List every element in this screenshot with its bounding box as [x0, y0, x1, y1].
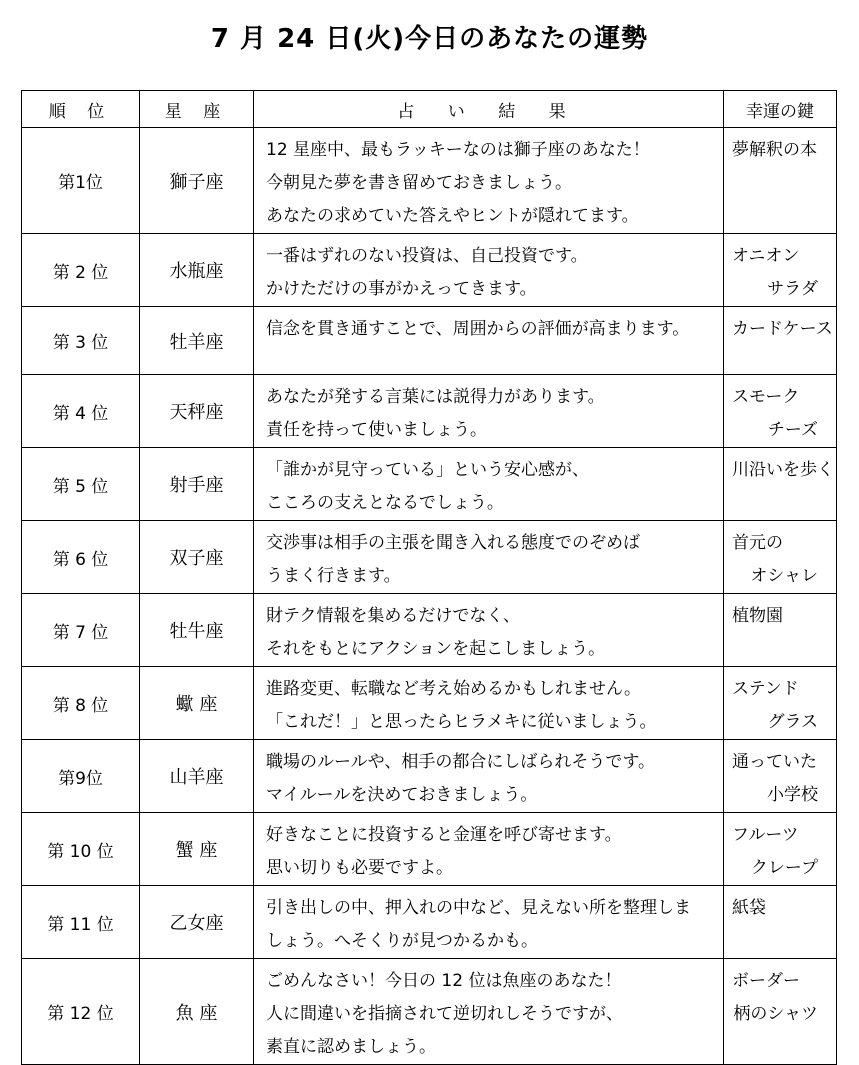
rank-cell: 第 11 位	[22, 886, 140, 959]
result-cell	[254, 813, 724, 886]
result-cell	[254, 521, 724, 594]
result-line: 責任を持って使いましょう。	[266, 420, 487, 440]
rank-cell: 第1位	[22, 128, 140, 234]
result-line: 今朝見た夢を書き留めておきましょう。	[266, 173, 572, 193]
lucky-key-line: 川沿いを歩く	[732, 460, 834, 480]
lucky-key-line: サラダ	[767, 279, 818, 299]
result-cell	[254, 886, 724, 959]
result-line: 財テク情報を集めるだけでなく、	[266, 606, 520, 626]
lucky-key-cell	[724, 521, 837, 594]
result-line: 信念を貫き通すことで、周囲からの評価が高まります。	[266, 319, 690, 339]
lucky-key-line: 紙袋	[732, 898, 766, 918]
result-cell	[254, 128, 724, 234]
lucky-key-line: スモーク	[732, 387, 800, 407]
sign-cell: 天秤座	[140, 375, 254, 448]
table-row	[22, 375, 837, 448]
result-line: 「これだ！」と思ったらヒラメキに従いましょう。	[266, 712, 657, 732]
table-row	[22, 521, 837, 594]
lucky-key-cell	[724, 234, 837, 307]
lucky-key-cell	[724, 375, 837, 448]
lucky-key-cell	[724, 886, 837, 959]
lucky-key-cell	[724, 307, 837, 375]
result-cell	[254, 667, 724, 740]
lucky-key-cell	[724, 959, 837, 1065]
result-line: 思い切りも必要ですよ。	[266, 858, 453, 878]
lucky-key-line: ステンド	[732, 679, 799, 699]
result-line: かけただけの事がかえってきます。	[266, 279, 537, 299]
sign-cell: 双子座	[140, 521, 254, 594]
lucky-key-line: グラス	[767, 712, 818, 732]
lucky-key-line: 柄のシャツ	[733, 1004, 818, 1024]
result-line: しょう。へそくりが見つかるかも。	[266, 931, 538, 951]
sign-cell: 獅子座	[140, 128, 254, 234]
rank-cell: 第 7 位	[22, 594, 140, 667]
lucky-key-line: オシャレ	[750, 566, 818, 586]
lucky-key-line: 首元の	[732, 533, 783, 553]
result-cell	[254, 959, 724, 1065]
table-row	[22, 886, 837, 959]
result-line: 交渉事は相手の主張を聞き入れる態度でのぞめば	[266, 533, 640, 553]
result-line: こころの支えとなるでしょう。	[266, 493, 504, 513]
rank-cell: 第 10 位	[22, 813, 140, 886]
lucky-key-line: 植物園	[732, 606, 783, 626]
table-row	[22, 667, 837, 740]
lucky-key-line: クレープ	[750, 858, 818, 878]
table-row	[22, 448, 837, 521]
rank-cell: 第 2 位	[22, 234, 140, 307]
result-line: あなたの求めていた答えやヒントが隠れてます。	[266, 206, 639, 226]
horoscope-table	[21, 90, 837, 1065]
table-row	[22, 813, 837, 886]
result-line: ごめんなさい！今日の 12 位は魚座のあなた！	[266, 971, 622, 991]
result-line: 人に間違いを指摘されて逆切れしそうですが、	[266, 1004, 623, 1024]
sign-cell: 乙女座	[140, 886, 254, 959]
lucky-key-cell	[724, 813, 837, 886]
page-title: 7 月 24 日(火)今日のあなたの運勢	[210, 24, 649, 54]
lucky-key-line: オニオン	[732, 246, 800, 266]
result-line: 好きなことに投資すると金運を呼び寄せます。	[266, 825, 622, 845]
lucky-key-line: チーズ	[767, 420, 818, 440]
result-line: 「誰かが見守っている」という安心感が、	[266, 460, 589, 480]
lucky-key-cell	[724, 667, 837, 740]
result-line: 職場のルールや、相手の都合にしばられそうです。	[266, 752, 655, 772]
sign-cell: 山羊座	[140, 740, 254, 813]
lucky-key-line: 通っていた	[732, 752, 817, 772]
header-rank: 順 位	[22, 91, 140, 128]
table-row	[22, 959, 837, 1065]
header-sign: 星 座	[140, 91, 254, 128]
table-row	[22, 740, 837, 813]
lucky-key-line: 夢解釈の本	[732, 140, 817, 160]
result-line: マイルールを決めておきましょう。	[266, 785, 538, 805]
rank-cell: 第 12 位	[22, 959, 140, 1065]
header-lucky-key: 幸運の鍵	[724, 91, 837, 128]
result-line: 素直に認めましょう。	[266, 1037, 436, 1057]
lucky-key-cell	[724, 740, 837, 813]
table-row	[22, 307, 837, 375]
result-cell	[254, 594, 724, 667]
lucky-key-line: フルーツ	[732, 825, 799, 845]
sign-cell: 魚 座	[140, 959, 254, 1065]
result-cell	[254, 307, 724, 375]
rank-cell: 第 4 位	[22, 375, 140, 448]
lucky-key-cell	[724, 594, 837, 667]
result-cell	[254, 234, 724, 307]
result-line: それをもとにアクションを起こしましょう。	[266, 639, 606, 659]
result-line: うまく行きます。	[266, 566, 401, 586]
result-cell	[254, 740, 724, 813]
table-row	[22, 234, 837, 307]
result-cell	[254, 375, 724, 448]
lucky-key-line: 小学校	[767, 785, 818, 805]
lucky-key-cell	[724, 128, 837, 234]
sign-cell: 牡羊座	[140, 307, 254, 375]
result-line: 一番はずれのない投資は、自己投資です。	[266, 246, 588, 266]
sign-cell: 牡牛座	[140, 594, 254, 667]
rank-cell: 第 3 位	[22, 307, 140, 375]
rank-cell: 第 6 位	[22, 521, 140, 594]
sign-cell: 水瓶座	[140, 234, 254, 307]
sign-cell: 蟹 座	[140, 813, 254, 886]
result-line: 進路変更、転職など考え始めるかもしれません。	[266, 679, 642, 699]
rank-cell: 第 8 位	[22, 667, 140, 740]
table-row	[22, 594, 837, 667]
result-cell	[254, 448, 724, 521]
result-line: 引き出しの中、押入れの中など、見えない所を整理しま	[266, 898, 691, 918]
rank-cell: 第9位	[22, 740, 140, 813]
table-body	[22, 128, 837, 1065]
lucky-key-cell	[724, 448, 837, 521]
result-line: 12 星座中、最もラッキーなのは獅子座のあなた！	[266, 140, 650, 160]
sign-cell: 蠍 座	[140, 667, 254, 740]
sign-cell: 射手座	[140, 448, 254, 521]
header-result: 占 い 結 果	[254, 91, 724, 128]
result-line: あなたが発する言葉には説得力があります。	[266, 387, 605, 407]
rank-cell: 第 5 位	[22, 448, 140, 521]
lucky-key-line: カードケース	[732, 319, 833, 339]
lucky-key-line: ボーダー	[732, 971, 800, 991]
header-row	[22, 91, 837, 128]
table-row	[22, 128, 837, 234]
